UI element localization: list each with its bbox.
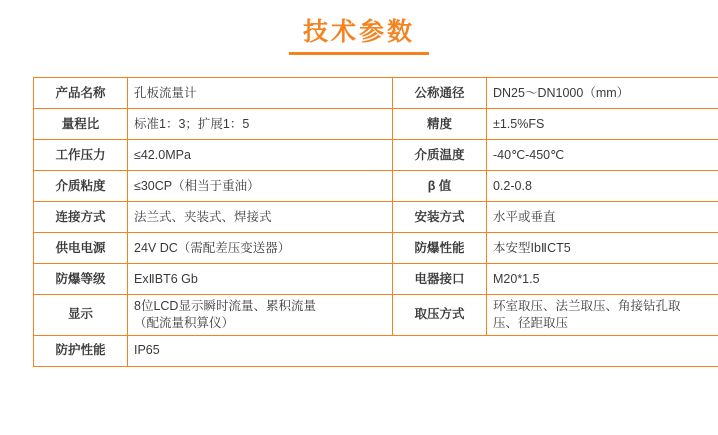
row-value-display-line1: 8位LCD显示瞬时流量、累积流量 <box>134 299 316 313</box>
table-row <box>34 78 718 109</box>
row-value-electrical-interface: M20*1.5 <box>487 264 718 295</box>
table-row <box>34 233 718 264</box>
row-label-product-name: 产品名称 <box>34 78 128 109</box>
row-label-beta-value: β 值 <box>393 171 487 202</box>
row-value-pressure-tapping-line2: 压、径距取压 <box>493 315 569 330</box>
row-label-explosion-proof-grade: 防爆等级 <box>34 264 128 295</box>
spec-table <box>33 77 718 367</box>
row-value-explosion-proof-performance: 本安型IbⅡCT5 <box>487 233 718 264</box>
table-row <box>34 295 718 336</box>
row-value-nominal-diameter: DN25～DN1000（mm） <box>487 78 718 109</box>
row-label-explosion-proof-performance: 防爆性能 <box>393 233 487 264</box>
page-title: 技术参数 <box>289 17 429 55</box>
row-label-medium-viscosity: 介质粘度 <box>34 171 128 202</box>
row-value-medium-viscosity: ≤30CP（相当于重油） <box>128 171 393 202</box>
row-value-display-line2: （配流量积算仪） <box>134 315 235 330</box>
row-value-pressure-tapping-line1: 环室取压、法兰取压、角接钻孔取 <box>493 299 681 313</box>
row-value-display <box>128 295 393 336</box>
row-value-installation-type: 水平或垂直 <box>487 202 718 233</box>
page-header <box>0 0 718 55</box>
row-label-nominal-diameter: 公称通径 <box>393 78 487 109</box>
table-row <box>34 335 718 366</box>
row-value-explosion-proof-grade: ExⅡBT6 Gb <box>128 264 393 295</box>
row-value-range-ratio: 标准1：3；扩展1：5 <box>128 109 393 140</box>
row-value-connection-type: 法兰式、夹装式、焊接式 <box>128 202 393 233</box>
row-label-display: 显示 <box>34 295 128 336</box>
row-label-working-pressure: 工作压力 <box>34 140 128 171</box>
row-label-range-ratio: 量程比 <box>34 109 128 140</box>
row-label-protection-performance: 防护性能 <box>34 335 128 366</box>
row-value-working-pressure: ≤42.0MPa <box>128 140 393 171</box>
table-row <box>34 264 718 295</box>
row-value-beta-value: 0.2-0.8 <box>487 171 718 202</box>
table-row <box>34 109 718 140</box>
table-row <box>34 202 718 233</box>
row-label-accuracy: 精度 <box>393 109 487 140</box>
row-label-pressure-tapping-method: 取压方式 <box>393 295 487 336</box>
row-value-medium-temperature: -40℃-450℃ <box>487 140 718 171</box>
table-row <box>34 171 718 202</box>
row-value-protection-performance: IP65 <box>128 335 718 366</box>
row-label-connection-type: 连接方式 <box>34 202 128 233</box>
row-label-installation-type: 安装方式 <box>393 202 487 233</box>
spec-table-container <box>0 55 718 367</box>
row-value-pressure-tapping-method <box>487 295 718 336</box>
table-row <box>34 140 718 171</box>
row-label-power-supply: 供电电源 <box>34 233 128 264</box>
row-value-product-name: 孔板流量计 <box>128 78 393 109</box>
row-value-accuracy: ±1.5%FS <box>487 109 718 140</box>
row-value-power-supply: 24V DC（需配差压变送器） <box>128 233 393 264</box>
row-label-medium-temperature: 介质温度 <box>393 140 487 171</box>
row-label-electrical-interface: 电器接口 <box>393 264 487 295</box>
